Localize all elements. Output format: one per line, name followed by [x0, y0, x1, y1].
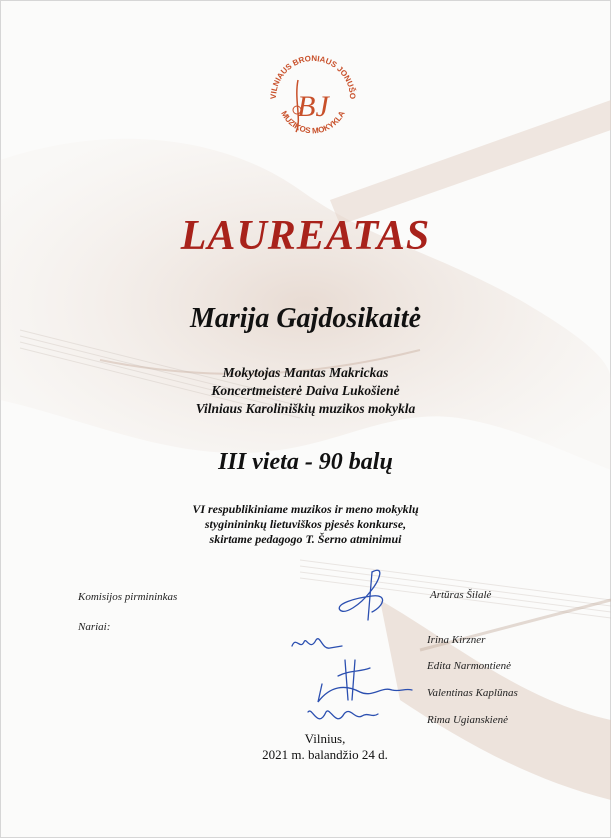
teacher-line: Mokytojas Mantas Makrickas	[222, 365, 389, 380]
contest-line: styginininkų lietuviškos pjesės konkurse,	[204, 517, 407, 531]
logo-top-text: VILNIAUS BRONIAUS JONUŠO	[268, 53, 358, 100]
school-logo	[268, 50, 358, 150]
member-name: Rima Ugianskienė	[427, 714, 508, 726]
logo-monogram: BJ	[297, 90, 329, 123]
chair-label: Komisijos pirmininkas	[78, 591, 178, 603]
teachers-block	[0, 364, 611, 418]
member-name: Irina Kirzner	[427, 634, 486, 646]
contest-line: skirtame pedagogo T. Šerno atminimui	[209, 532, 402, 546]
contest-line: VI respublikiniame muzikos ir meno mokyklų	[192, 502, 419, 516]
school-line: Vilniaus Karoliniškių muzikos mokykla	[195, 401, 416, 416]
accompanist-line: Koncertmeisterė Daiva Lukošienė	[211, 383, 400, 398]
logo-bottom-text: MUZIKOS MOKYKLA	[279, 109, 347, 136]
date: 2021 m. balandžio 24 d.	[262, 747, 388, 762]
diploma-title: LAUREATAS	[180, 213, 431, 259]
contest-description	[0, 502, 611, 547]
city: Vilnius,	[304, 731, 346, 746]
place-score: III vieta - 90 balų	[218, 449, 393, 475]
recipient-name: Marija Gajdosikaitė	[189, 303, 421, 334]
members-label: Nariai:	[78, 621, 111, 633]
member-name: Edita Narmontienė	[427, 660, 512, 672]
member-name: Valentinas Kaplūnas	[427, 687, 518, 699]
chair-name: Artūras Šilalė	[430, 589, 492, 601]
